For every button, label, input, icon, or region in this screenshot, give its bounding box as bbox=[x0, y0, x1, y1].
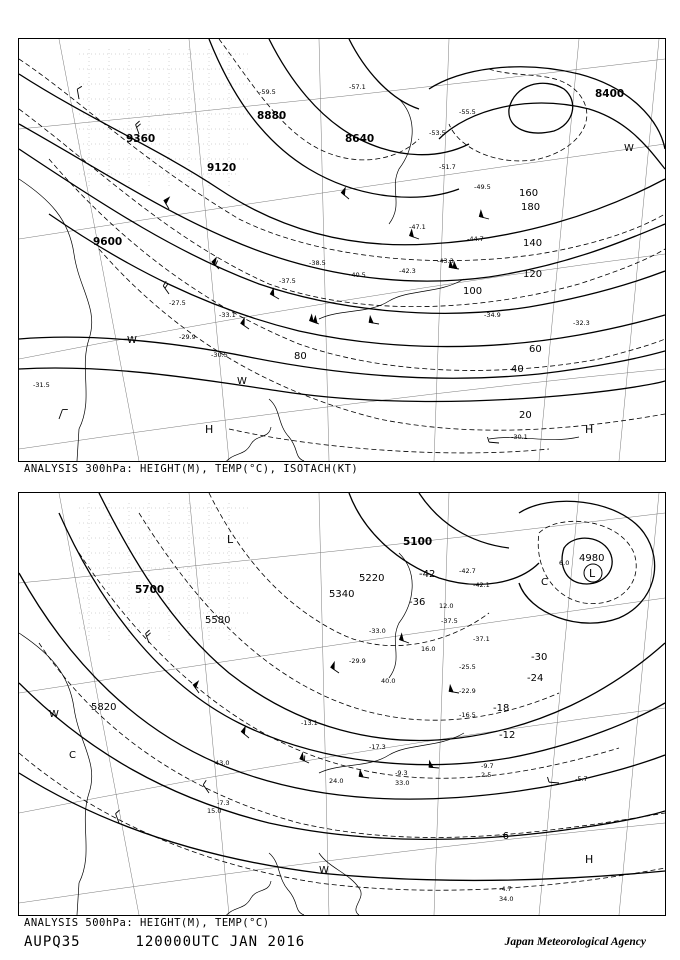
top-panel-caption: ANALYSIS 300hPa: HEIGHT(M), TEMP(°C), ISOTACH(KT) bbox=[24, 463, 359, 475]
isotach-label: 60 bbox=[529, 344, 542, 355]
warm-center: W bbox=[319, 865, 329, 876]
station-value: 2.5 bbox=[481, 771, 492, 779]
height-label: 5820 bbox=[91, 702, 117, 713]
height-label: 5700 bbox=[135, 584, 165, 596]
height-label-group bbox=[93, 88, 624, 248]
station-value: -33.1 bbox=[219, 311, 236, 319]
cold-center: C bbox=[69, 750, 76, 761]
chart-identifier bbox=[24, 934, 305, 950]
isotach-label: 120 bbox=[523, 269, 543, 280]
station-value: -31.5 bbox=[33, 381, 50, 389]
high-center: H bbox=[585, 423, 594, 436]
station-value: -43.3 bbox=[437, 257, 454, 265]
station-value: 16.0 bbox=[421, 645, 436, 653]
isotherm-label: -18 bbox=[493, 703, 510, 714]
height-label-group bbox=[91, 536, 604, 713]
height-label: 5580 bbox=[205, 615, 231, 626]
low-center: L bbox=[227, 533, 234, 546]
station-value: -32.3 bbox=[573, 319, 590, 327]
isotherm-label: -36 bbox=[409, 597, 426, 608]
isotach-label: 160 bbox=[519, 188, 539, 199]
map-300hpa-svg bbox=[19, 39, 665, 461]
cold-center: C bbox=[541, 577, 548, 588]
agency-name: Japan Meteorological Agency bbox=[504, 936, 646, 948]
analysis-300hpa-map bbox=[18, 38, 666, 462]
height-label: 4980 bbox=[579, 553, 605, 564]
station-value: -13.1 bbox=[301, 719, 318, 727]
station-value: -37.5 bbox=[279, 277, 296, 285]
station-value: 40.0 bbox=[381, 677, 396, 685]
station-value: -7.3 bbox=[217, 799, 230, 807]
isotherm-label: -24 bbox=[527, 673, 544, 684]
station-value: 12.0 bbox=[439, 602, 454, 610]
station-value: -9.7 bbox=[481, 762, 494, 770]
station-value: -17.3 bbox=[369, 743, 386, 751]
bottom-panel-caption: ANALYSIS 500hPa: HEIGHT(M), TEMP(°C) bbox=[24, 917, 270, 929]
isotherm-label: -30 bbox=[531, 652, 548, 663]
height-label: 8400 bbox=[595, 88, 625, 100]
station-value: -51.7 bbox=[439, 163, 456, 171]
station-value: -55.5 bbox=[459, 108, 476, 116]
station-value: -42.3 bbox=[399, 267, 416, 275]
isotach-label: 80 bbox=[294, 351, 307, 362]
height-label: 8640 bbox=[345, 133, 375, 145]
station-value: -29.9 bbox=[349, 657, 366, 665]
station-value: -37.5 bbox=[441, 617, 458, 625]
high-center: H bbox=[205, 423, 214, 436]
station-value: -53.5 bbox=[429, 129, 446, 137]
station-value: -4.7 bbox=[499, 885, 512, 893]
isotach-label: 180 bbox=[521, 202, 541, 213]
warm-center: W bbox=[49, 709, 59, 720]
height-label: 9120 bbox=[207, 162, 237, 174]
station-value: -30.1 bbox=[511, 433, 528, 441]
isotach-label: 40 bbox=[511, 364, 524, 375]
station-value: -59.5 bbox=[259, 88, 276, 96]
warm-center: W bbox=[127, 335, 137, 346]
station-value: -16.5 bbox=[459, 711, 476, 719]
isotherm-lines bbox=[19, 493, 665, 890]
isotach-label: 100 bbox=[463, 286, 483, 297]
station-value: -22.9 bbox=[459, 687, 476, 695]
station-value: -5.7 bbox=[575, 775, 588, 783]
chart-code: AUPQ35 bbox=[24, 934, 81, 950]
height-label: 5340 bbox=[329, 589, 355, 600]
height-label: 9360 bbox=[126, 133, 156, 145]
warm-center: W bbox=[237, 376, 247, 387]
station-value: -27.5 bbox=[169, 299, 186, 307]
height-label: 5220 bbox=[359, 573, 385, 584]
height-label: 9600 bbox=[93, 236, 123, 248]
station-value: 15.0 bbox=[207, 807, 222, 815]
station-value: -25.5 bbox=[459, 663, 476, 671]
map-500hpa-svg bbox=[19, 493, 665, 915]
station-value: -42.1 bbox=[473, 581, 490, 589]
station-value: -44.7 bbox=[467, 235, 484, 243]
low-center: L bbox=[589, 567, 596, 580]
warm-center: W bbox=[624, 143, 634, 154]
station-value: -9.3 bbox=[395, 769, 408, 777]
station-value: 43.0 bbox=[215, 759, 230, 767]
isotach-label: 140 bbox=[523, 238, 543, 249]
isotherm-label: -6 bbox=[499, 831, 509, 842]
height-label: 5100 bbox=[403, 536, 433, 548]
station-value: -33.0 bbox=[369, 627, 386, 635]
station-value: 34.0 bbox=[499, 895, 514, 903]
station-value: 24.0 bbox=[329, 777, 344, 785]
height-contours bbox=[19, 493, 665, 880]
station-value: -34.9 bbox=[484, 311, 501, 319]
isotherm-label-group bbox=[409, 569, 547, 842]
station-value: -29.9 bbox=[179, 333, 196, 341]
station-value: -47.1 bbox=[409, 223, 426, 231]
high-center: H bbox=[585, 853, 594, 866]
station-value: -42.7 bbox=[459, 567, 476, 575]
height-label: 8880 bbox=[257, 110, 287, 122]
height-contours bbox=[19, 39, 665, 402]
isotherm-label: -42 bbox=[419, 569, 436, 580]
station-value: -49.5 bbox=[474, 183, 491, 191]
isotherm-label: -12 bbox=[499, 730, 516, 741]
isotach-label: 20 bbox=[519, 410, 532, 421]
station-value-group bbox=[207, 559, 588, 903]
station-value: -40.5 bbox=[349, 271, 366, 279]
station-value: 33.0 bbox=[395, 779, 410, 787]
coastline bbox=[19, 99, 579, 461]
station-value-group bbox=[33, 83, 590, 441]
analysis-500hpa-map bbox=[18, 492, 666, 916]
station-value: -38.5 bbox=[309, 259, 326, 267]
station-value: -30.5 bbox=[211, 351, 228, 359]
station-value: -57.1 bbox=[349, 83, 366, 91]
station-value: -37.1 bbox=[473, 635, 490, 643]
chart-datetime: 120000UTC JAN 2016 bbox=[135, 934, 306, 950]
station-value: 6.0 bbox=[559, 559, 570, 567]
